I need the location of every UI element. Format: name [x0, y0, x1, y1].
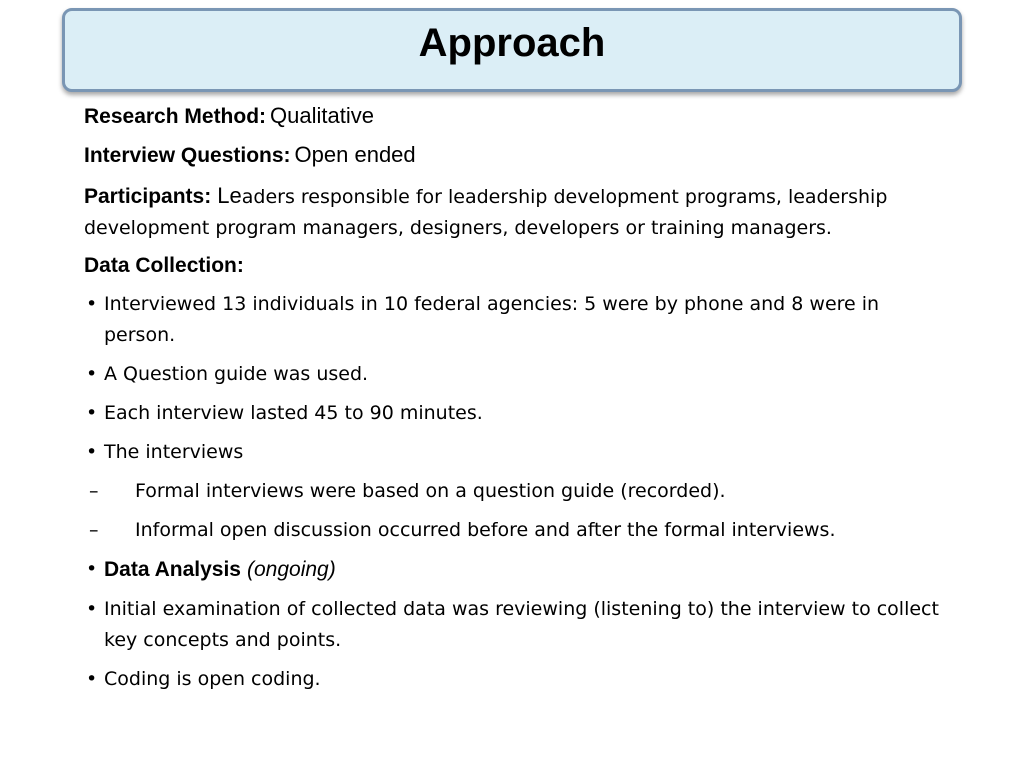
research-method-label: Research Method: [84, 105, 267, 128]
sub-list-item-text: Informal open discussion occurred before and after the formal interviews. [135, 519, 836, 541]
list-item [84, 359, 944, 390]
list-item-text: Initial examination of collected data was reviewing (listening to) the interview to collect key concepts and points. [104, 598, 939, 651]
list-item [84, 594, 944, 656]
list-item-text: A Question guide was used. [104, 363, 369, 385]
interview-questions-row [84, 139, 944, 178]
title-banner [62, 8, 962, 92]
data-analysis-label: Data Analysis [104, 558, 241, 581]
slide-title: Approach [418, 21, 606, 65]
participants-row [84, 180, 944, 244]
participants-value: aders responsible for leadership development programs, leadership development program managers, designers, developers or training managers. [84, 186, 888, 239]
list-item-text: The interviews [104, 441, 244, 463]
research-method-row [84, 100, 944, 139]
sub-list-item [84, 515, 944, 546]
interview-questions-label: Interview Questions: [84, 144, 291, 167]
interview-questions-value: Open ended [294, 142, 416, 167]
data-collection-row [84, 250, 944, 289]
research-method-value: Qualitative [270, 103, 374, 128]
data-collection-list [84, 289, 944, 695]
data-collection-label: Data Collection: [84, 254, 244, 277]
bullet-glyph: • [86, 598, 98, 620]
participants-value-lead: Le [217, 183, 242, 208]
bullet-glyph: • [86, 363, 98, 385]
bullet-glyph: • [86, 441, 98, 463]
bullet-glyph: • [86, 402, 98, 424]
bullet-glyph: • [86, 293, 98, 315]
dash-glyph: – [89, 480, 99, 502]
list-item [84, 437, 944, 468]
list-item [84, 664, 944, 695]
list-item-text: Each interview lasted 45 to 90 minutes. [104, 402, 483, 424]
data-analysis-note: (ongoing) [247, 558, 336, 581]
list-item-text: Interviewed 13 individuals in 10 federal agencies: 5 were by phone and 8 were in person. [104, 293, 880, 346]
list-item-text: Coding is open coding. [104, 668, 321, 690]
participants-label: Participants: [84, 185, 212, 208]
list-item [84, 398, 944, 429]
sub-list-item-text: Formal interviews were based on a question guide (recorded). [135, 480, 726, 502]
bullet-glyph: • [86, 558, 98, 580]
data-analysis-item [84, 554, 944, 586]
dash-glyph: – [89, 519, 99, 541]
sub-list-item [84, 476, 944, 507]
list-item [84, 289, 944, 351]
bullet-glyph: • [86, 668, 98, 690]
slide-content [84, 100, 944, 703]
